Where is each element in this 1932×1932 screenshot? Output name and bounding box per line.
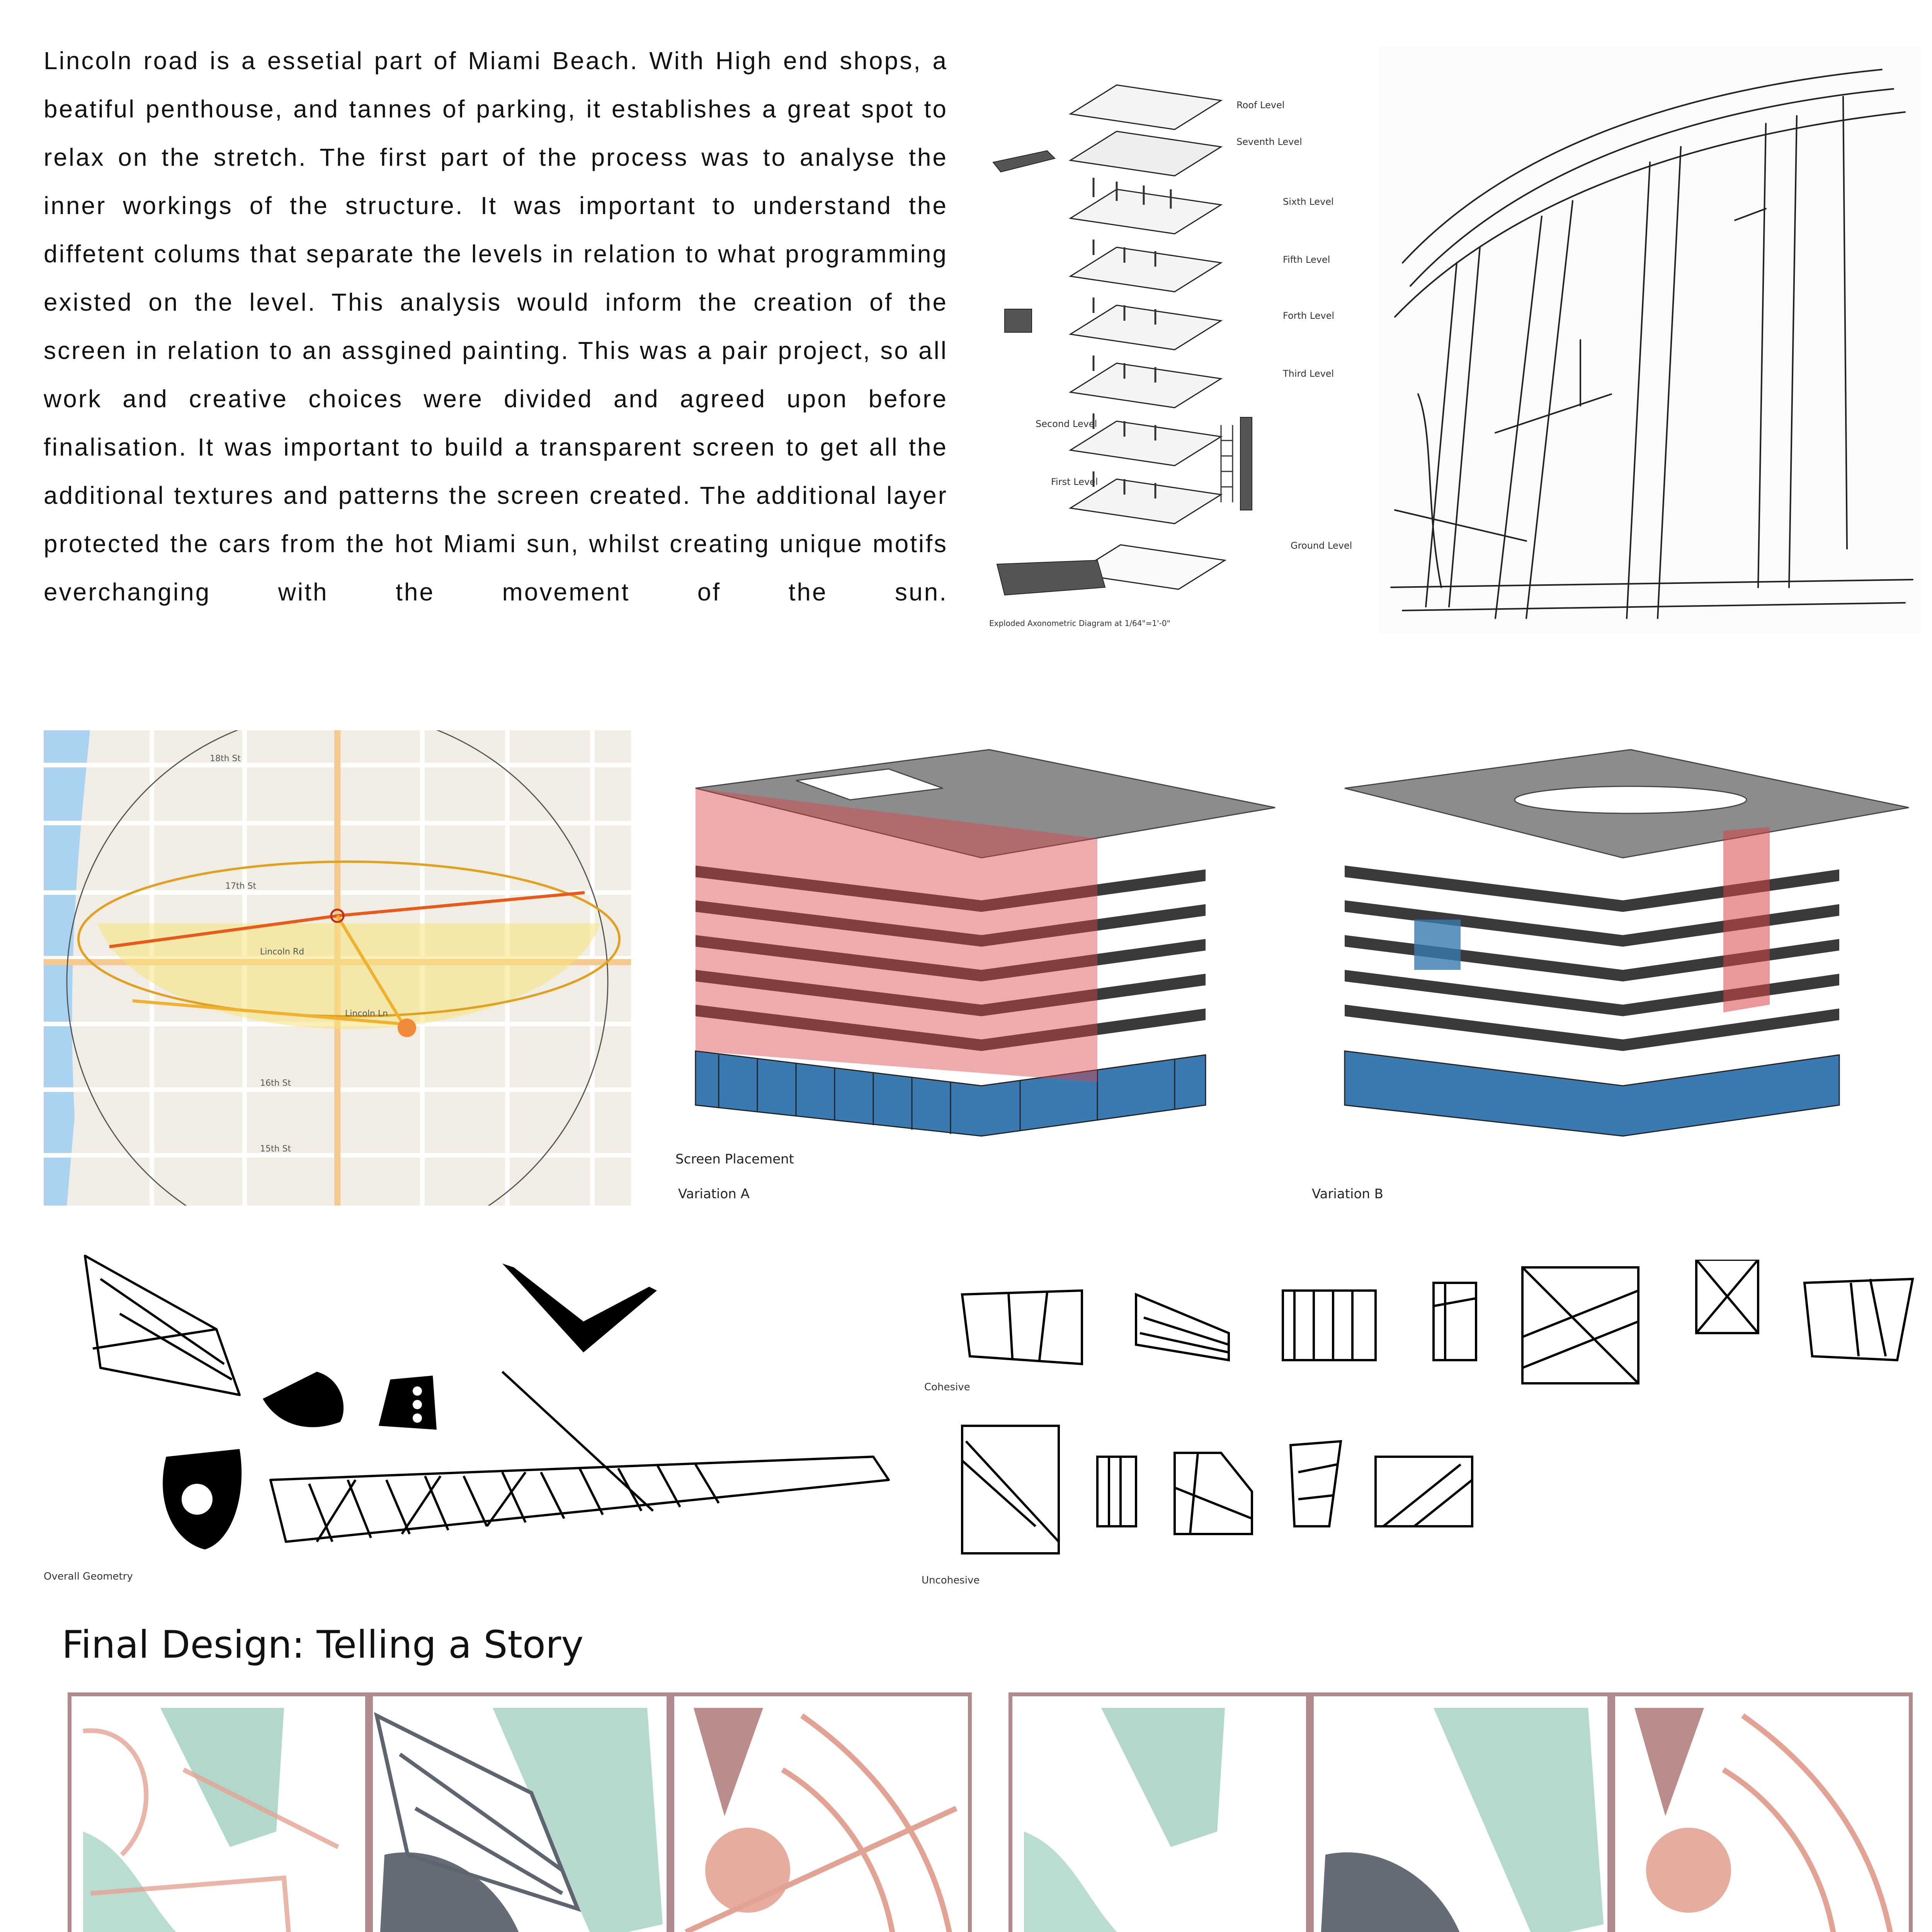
uncohesive-caption: Uncohesive bbox=[922, 1575, 980, 1586]
overall-geometry-caption: Overall Geometry bbox=[44, 1571, 133, 1582]
variation-a-caption: Variation A bbox=[678, 1186, 750, 1202]
level-label-second: Second Level bbox=[1036, 418, 1097, 429]
level-label-forth: Forth Level bbox=[1283, 310, 1335, 321]
screen-placement-caption: Screen Placement bbox=[675, 1151, 794, 1167]
cohesive-caption: Cohesive bbox=[924, 1381, 970, 1393]
cohesive-shapes bbox=[958, 1260, 1932, 1399]
map-street-label: Lincoln Rd bbox=[260, 947, 304, 957]
level-label-roof: Roof Level bbox=[1236, 100, 1285, 111]
level-label-seventh: Seventh Level bbox=[1236, 136, 1302, 147]
exploded-axonometric-diagram bbox=[989, 62, 1360, 634]
render-variation-b bbox=[1329, 734, 1924, 1140]
overall-geometry-drawing bbox=[77, 1248, 935, 1580]
map-street-label: 18th St bbox=[210, 754, 241, 764]
level-label-fifth: Fifth Level bbox=[1283, 254, 1330, 265]
variation-b-caption: Variation B bbox=[1312, 1186, 1383, 1202]
final-design-title: Final Design: Telling a Story bbox=[62, 1623, 584, 1667]
level-label-ground: Ground Level bbox=[1291, 540, 1352, 551]
uncohesive-shapes bbox=[958, 1418, 1499, 1565]
level-label-third: Third Level bbox=[1283, 368, 1334, 379]
render-variation-a bbox=[672, 734, 1291, 1140]
level-label-first: First Level bbox=[1051, 476, 1098, 487]
level-label-sixth: Sixth Level bbox=[1283, 196, 1334, 207]
map-street-label: 16th St bbox=[260, 1078, 291, 1088]
map-street-label: Lincoln Ln bbox=[345, 1009, 388, 1019]
map-street-label: 17th St bbox=[225, 881, 257, 891]
intro-paragraph: Lincoln road is a essetial part of Miami Beach. With High end shops, a beatiful penthouse, and tannes of parking, it establishes a great spot to relax on the stretch. The first part of the process was to analyse the inner workings of the structure. It was important to understand the diffetent colums that separate the levels in relation to what programming existed on the level. This analysis would inform the creation of the screen in relation to an assgined painting. This was a pair project, so all work and creative choices were divided and agreed upon before finalisation. It was important to build a transparent screen to get all the additional textures and patterns the screen created. The additional layer protected the cars from the hot Miami sun, whilst creating unique motifs everchanging with the movement of the sun. bbox=[44, 47, 948, 606]
axon-caption: Exploded Axonometric Diagram at 1/64"=1'-0" bbox=[989, 619, 1170, 628]
map-street-label: 15th St bbox=[260, 1144, 291, 1154]
sun-path-map bbox=[44, 730, 631, 1206]
screen-panel-right bbox=[1009, 1692, 1913, 1932]
perspective-sketch bbox=[1379, 46, 1920, 634]
screen-panel-left bbox=[68, 1692, 972, 1932]
